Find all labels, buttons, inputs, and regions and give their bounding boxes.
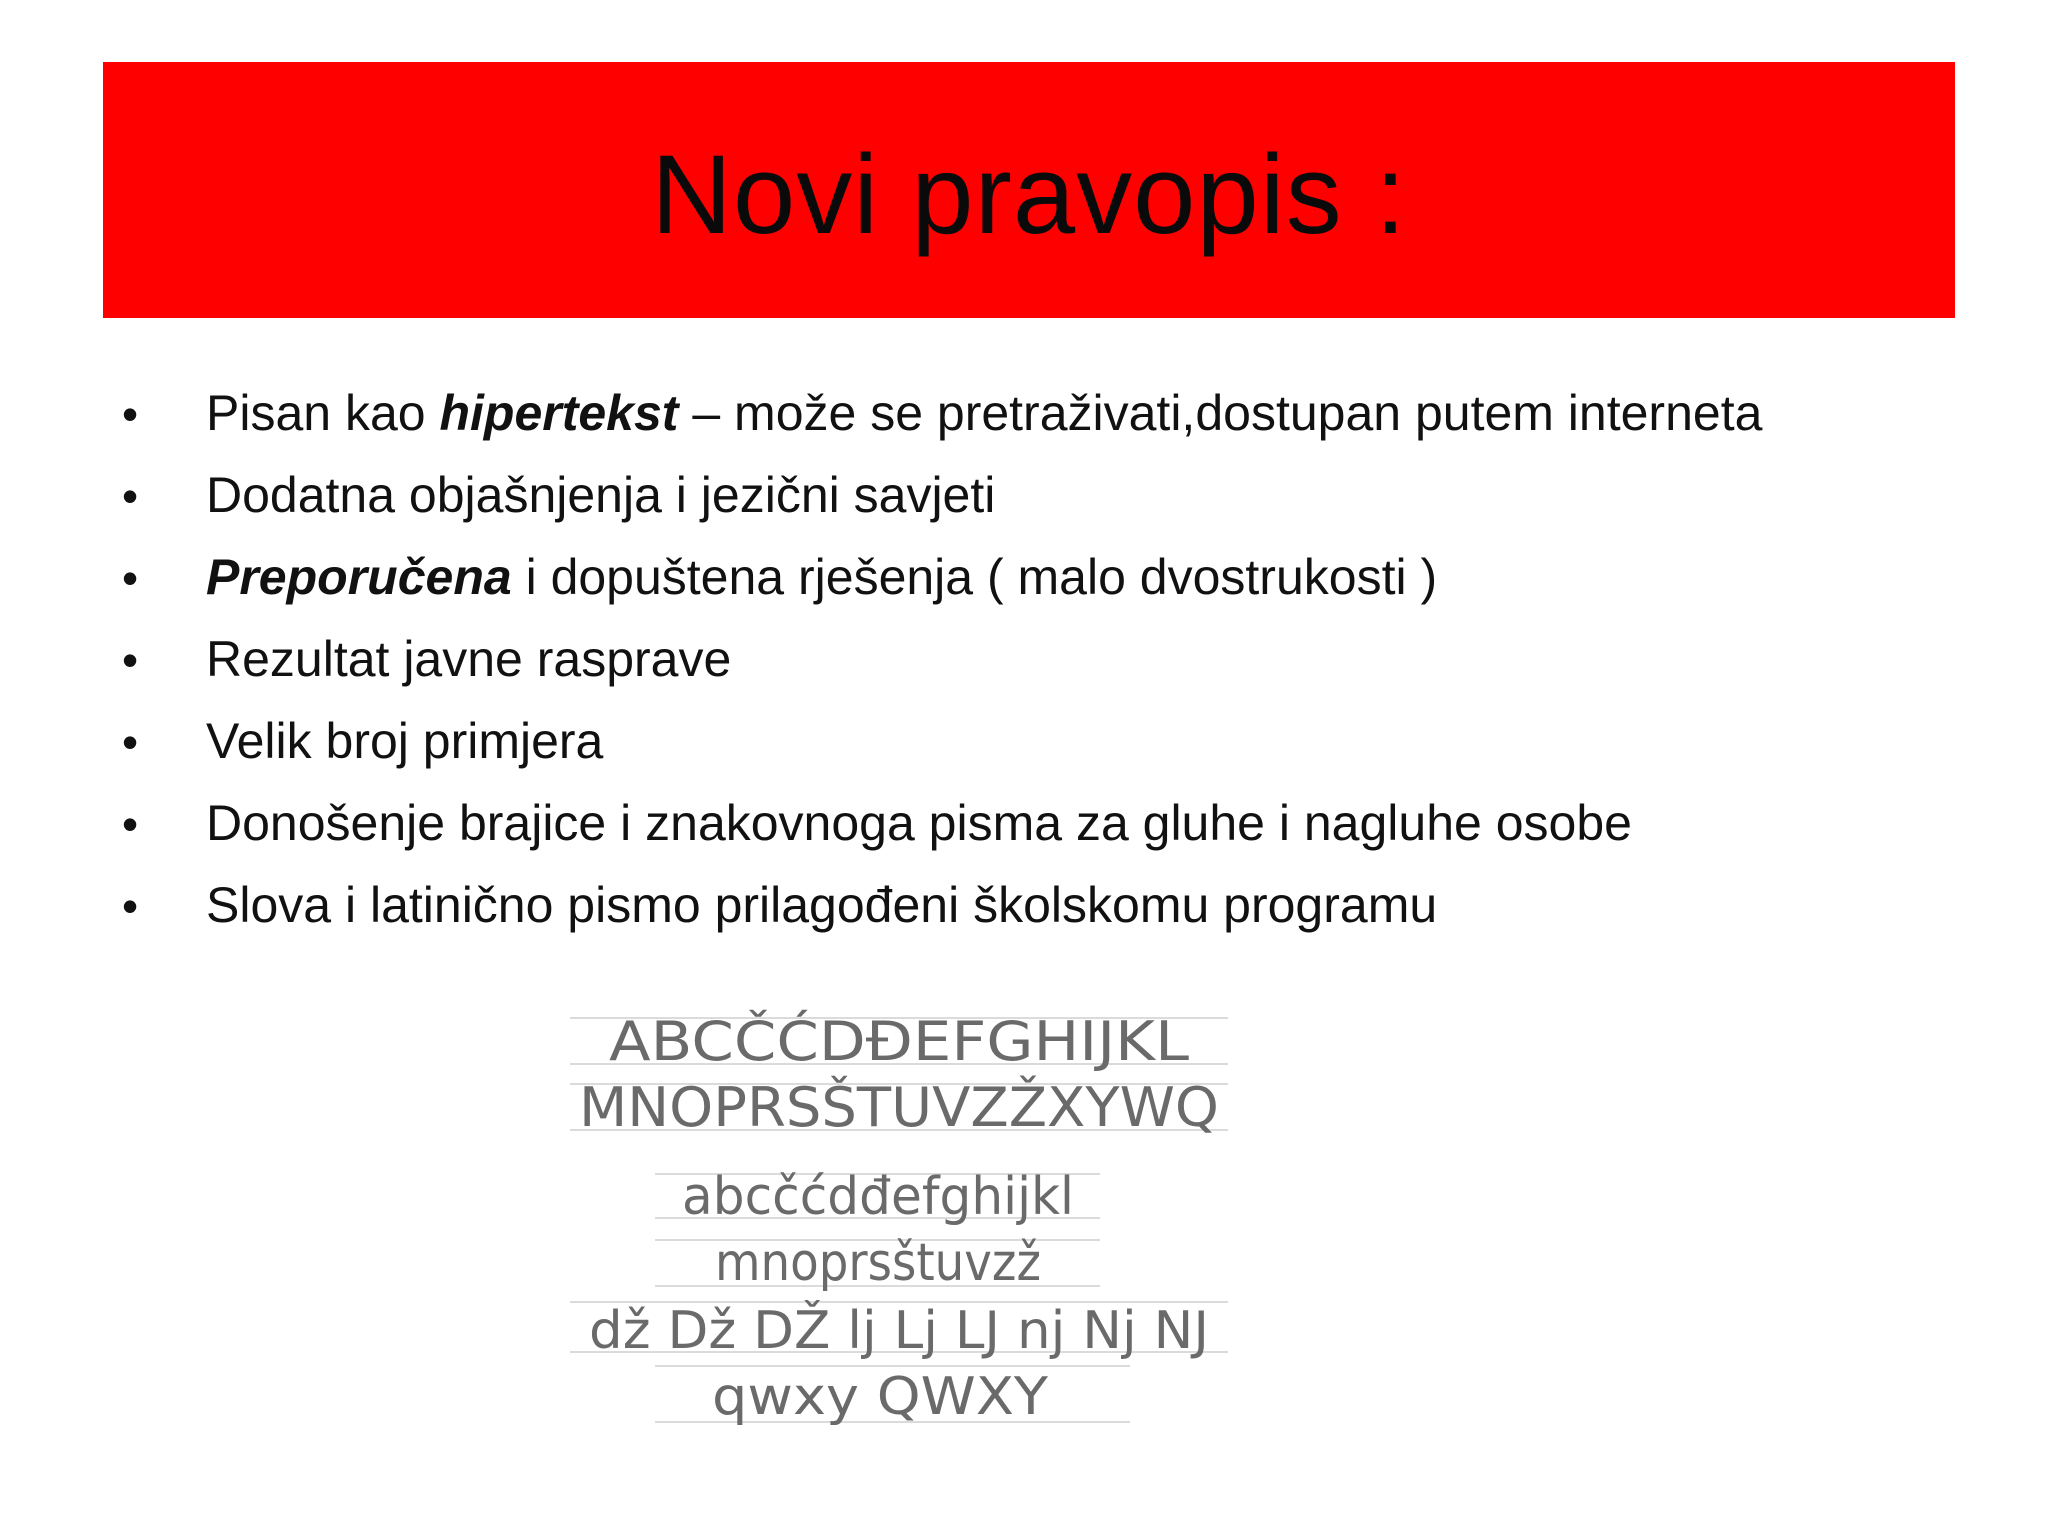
bullet-text-emphasis: Preporučena [206, 549, 512, 605]
bullet-text [206, 454, 995, 536]
list-item [118, 700, 1938, 782]
title-banner [103, 62, 1955, 318]
list-item [118, 864, 1938, 946]
bullet-text-plain: Dodatna objašnjenja i jezični savjeti [206, 467, 996, 523]
bullet-dot-icon: • [122, 634, 139, 686]
bullet-dot-icon: • [122, 388, 139, 440]
alphabet-image [560, 996, 1240, 1444]
bullet-dot-icon: • [122, 798, 139, 850]
foreign-letters-line: qwxy QWXY [712, 1367, 1049, 1427]
bullet-text-plain: Slova i latinično pismo prilagođeni školskomu programu [206, 877, 1438, 933]
bullet-text-plain: Rezultat javne rasprave [206, 631, 732, 687]
list-item [118, 618, 1938, 700]
uppercase-line-1: ABCČĆDĐEFGHIJKL [609, 1010, 1189, 1073]
list-item [118, 782, 1938, 864]
bullet-text-emphasis: hipertekst [439, 385, 679, 441]
lowercase-line-1: abcčćdđefghijkl [682, 1167, 1074, 1227]
alphabet-drawing [560, 996, 1240, 1444]
bullet-text [206, 618, 731, 700]
bullet-dot-icon: • [122, 470, 139, 522]
digraph-line: dž Dž DŽ lj Lj LJ nj Nj NJ [589, 1301, 1197, 1361]
bullet-text-plain: Pisan kao [206, 385, 440, 441]
list-item [118, 536, 1938, 618]
list-item [118, 454, 1938, 536]
bullet-dot-icon: • [122, 552, 139, 604]
bullet-list [118, 372, 1938, 946]
bullet-text-plain: Donošenje brajice i znakovnoga pisma za gluhe i nagluhe osobe [206, 795, 1632, 851]
list-item [118, 372, 1938, 454]
bullet-text-plain: Velik broj primjera [206, 713, 604, 769]
bullet-text-plain: – može se pretraživati,dostupan putem interneta [678, 385, 1763, 441]
bullet-text [206, 536, 1437, 618]
bullet-text [206, 372, 1762, 454]
bullet-text [206, 782, 1632, 864]
lowercase-line-2: mnoprsštuvzž [715, 1233, 1041, 1293]
bullet-text [206, 864, 1437, 946]
bullet-text [206, 700, 603, 782]
bullet-dot-icon: • [122, 880, 139, 932]
uppercase-line-2: MNOPRSŠTUVZŽXYWQ [579, 1076, 1219, 1139]
slide-title: Novi pravopis : [651, 131, 1407, 257]
bullet-text-plain: i dopuštena rješenja ( malo dvostrukosti ) [511, 549, 1438, 605]
bullet-dot-icon: • [122, 716, 139, 768]
